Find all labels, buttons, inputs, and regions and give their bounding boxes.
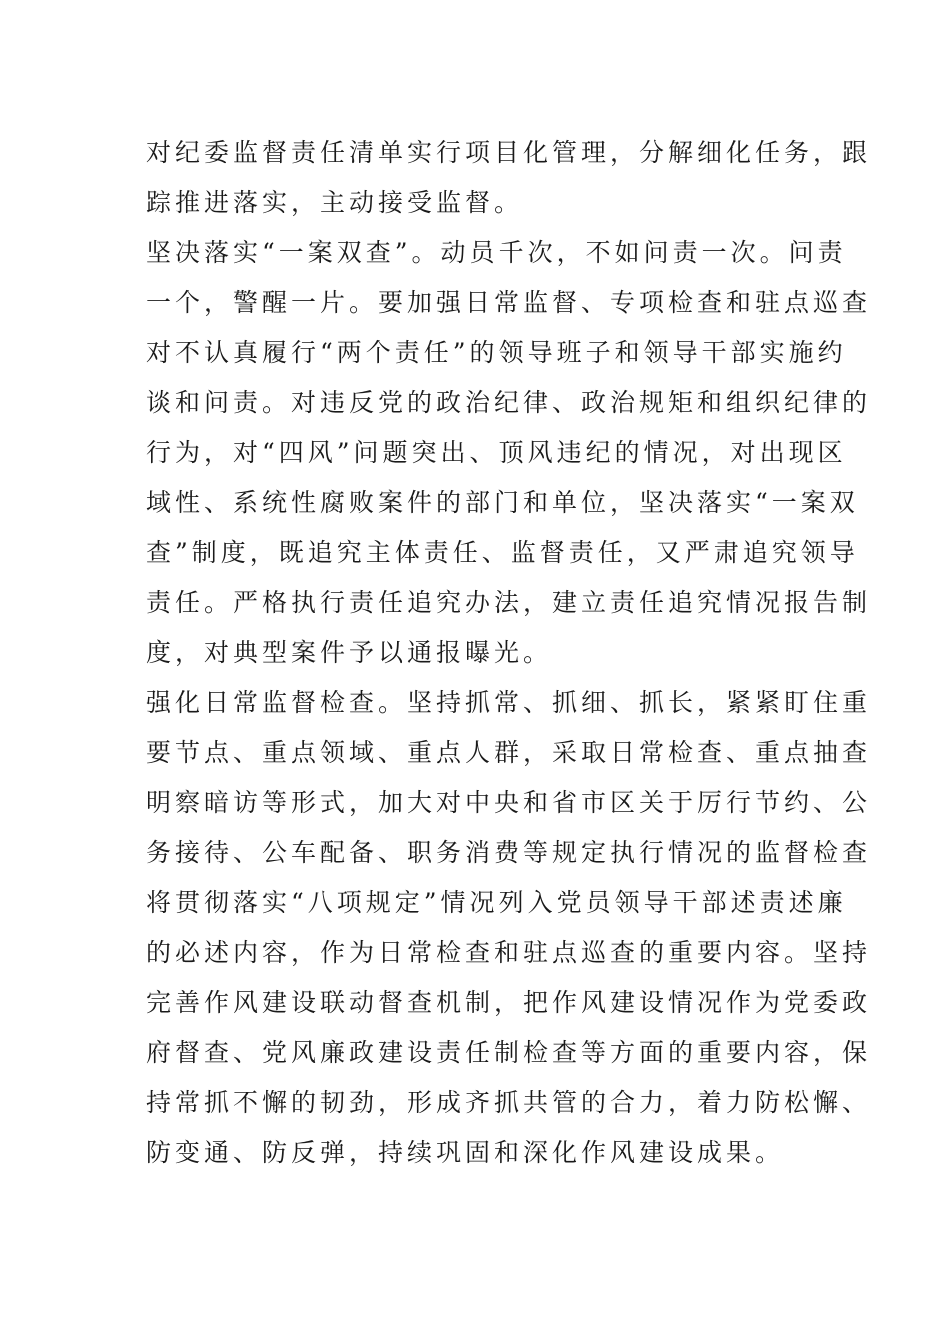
text-line: 查”制度，既追究主体责任、监督责任，又严肃追究领导 (146, 538, 859, 567)
text-line: 防变通、防反弹，持续巩固和深化作风建设成果。 (146, 1138, 785, 1167)
text-line: 明察暗访等形式，加大对中央和省市区关于厉行节约、公 (146, 788, 872, 817)
text-line: 一个，警醒一片。要加强日常监督、专项检查和驻点巡查 (146, 288, 872, 317)
text-line: 对纪委监督责任清单实行项目化管理，分解细化任务，跟 (146, 138, 872, 167)
text-line: 府督查、党风廉政建设责任制检查等方面的重要内容，保 (146, 1038, 872, 1067)
text-line: 持常抓不懈的韧劲，形成齐抓共管的合力，着力防松懈、 (146, 1088, 872, 1117)
text-line: 坚决落实“一案双查”。动员千次，不如问责一次。问责 (146, 238, 847, 267)
text-line: 域性、系统性腐败案件的部门和单位，坚决落实“一案双 (146, 488, 859, 517)
document-body (146, 128, 872, 1178)
text-line: 对不认真履行“两个责任”的领导班子和领导干部实施约 (146, 338, 847, 367)
text-line: 责任。严格执行责任追究办法，建立责任追究情况报告制 (146, 588, 872, 617)
text-line: 度，对典型案件予以通报曝光。 (146, 638, 553, 667)
text-line: 务接待、公车配备、职务消费等规定执行情况的监督检查 (146, 838, 872, 867)
text-line: 的必述内容，作为日常检查和驻点巡查的重要内容。坚持 (146, 938, 872, 967)
text-line: 强化日常监督检查。坚持抓常、抓细、抓长，紧紧盯住重 (146, 688, 872, 717)
text-line: 谈和问责。对违反党的政治纪律、政治规矩和组织纪律的 (146, 388, 872, 417)
text-line: 踪推进落实，主动接受监督。 (146, 188, 524, 217)
text-line: 将贯彻落实“八项规定”情况列入党员领导干部述责述廉 (146, 888, 847, 917)
text-line: 要节点、重点领域、重点人群，采取日常检查、重点抽查 (146, 738, 872, 767)
text-line: 完善作风建设联动督查机制，把作风建设情况作为党委政 (146, 988, 872, 1017)
text-line: 行为，对“四风”问题突出、顶风违纪的情况，对出现区 (146, 438, 847, 467)
